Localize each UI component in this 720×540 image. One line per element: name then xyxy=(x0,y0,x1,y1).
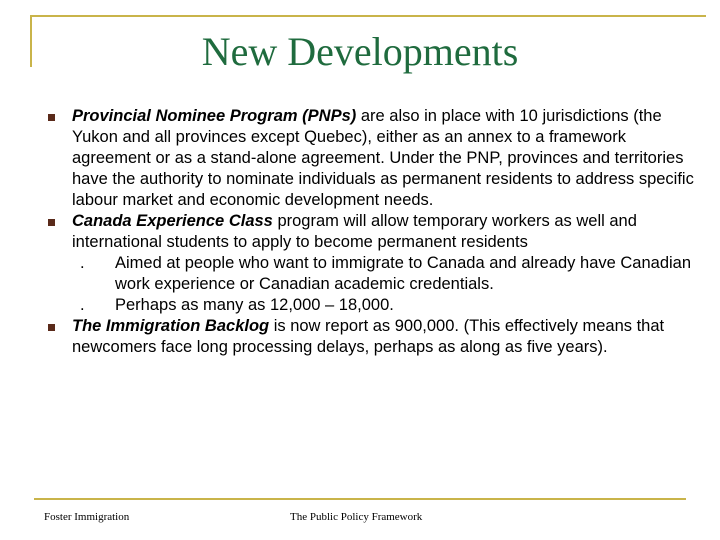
sub-bullet-marker: . xyxy=(80,296,85,314)
frame-top-rule xyxy=(30,15,706,17)
bullet-lead: Provincial Nominee Program (PNPs) xyxy=(72,107,357,125)
bullet-lead: The Immigration Backlog xyxy=(72,317,270,335)
bullet-cec xyxy=(40,211,700,253)
sub-bullet-text: Perhaps as many as 12,000 – 18,000. xyxy=(115,296,394,314)
sub-bullet-marker: . xyxy=(80,254,85,272)
bullet-text: program will allow temporary workers as well and international students to apply to become permanent residents xyxy=(72,212,637,251)
square-bullet-icon xyxy=(48,219,55,226)
sub-bullet xyxy=(40,295,700,316)
bullet-text: is now report as 900,000. (This effectively means that newcomers face long processing delays, perhaps as along as five years). xyxy=(72,317,665,356)
bullet-lead: Canada Experience Class xyxy=(72,212,273,230)
square-bullet-icon xyxy=(48,114,55,121)
bullet-backlog xyxy=(40,316,700,358)
bullet-text: are also in place with 10 jurisdictions (the Yukon and all provinces except Quebec), either as an annex to a framework agreement or as a stand-alone agreement. Under the PNP, provinces and territories have the authority to nominate individuals as permanent residents to address specific labour market and economic development needs. xyxy=(72,107,694,209)
footer-rule xyxy=(34,498,686,500)
footer-left-text: Foster Immigration xyxy=(44,511,130,523)
footer-center-text: The Public Policy Framework xyxy=(290,511,423,523)
slide-title: New Developments xyxy=(201,29,519,74)
sub-bullet-text: Aimed at people who want to immigrate to Canada and already have Canadian work experience or Canadian academic credentials. xyxy=(115,254,692,293)
bullet-pnp xyxy=(40,106,700,211)
square-bullet-icon xyxy=(48,324,55,331)
slide-body xyxy=(40,106,700,358)
sub-bullet xyxy=(40,253,700,295)
